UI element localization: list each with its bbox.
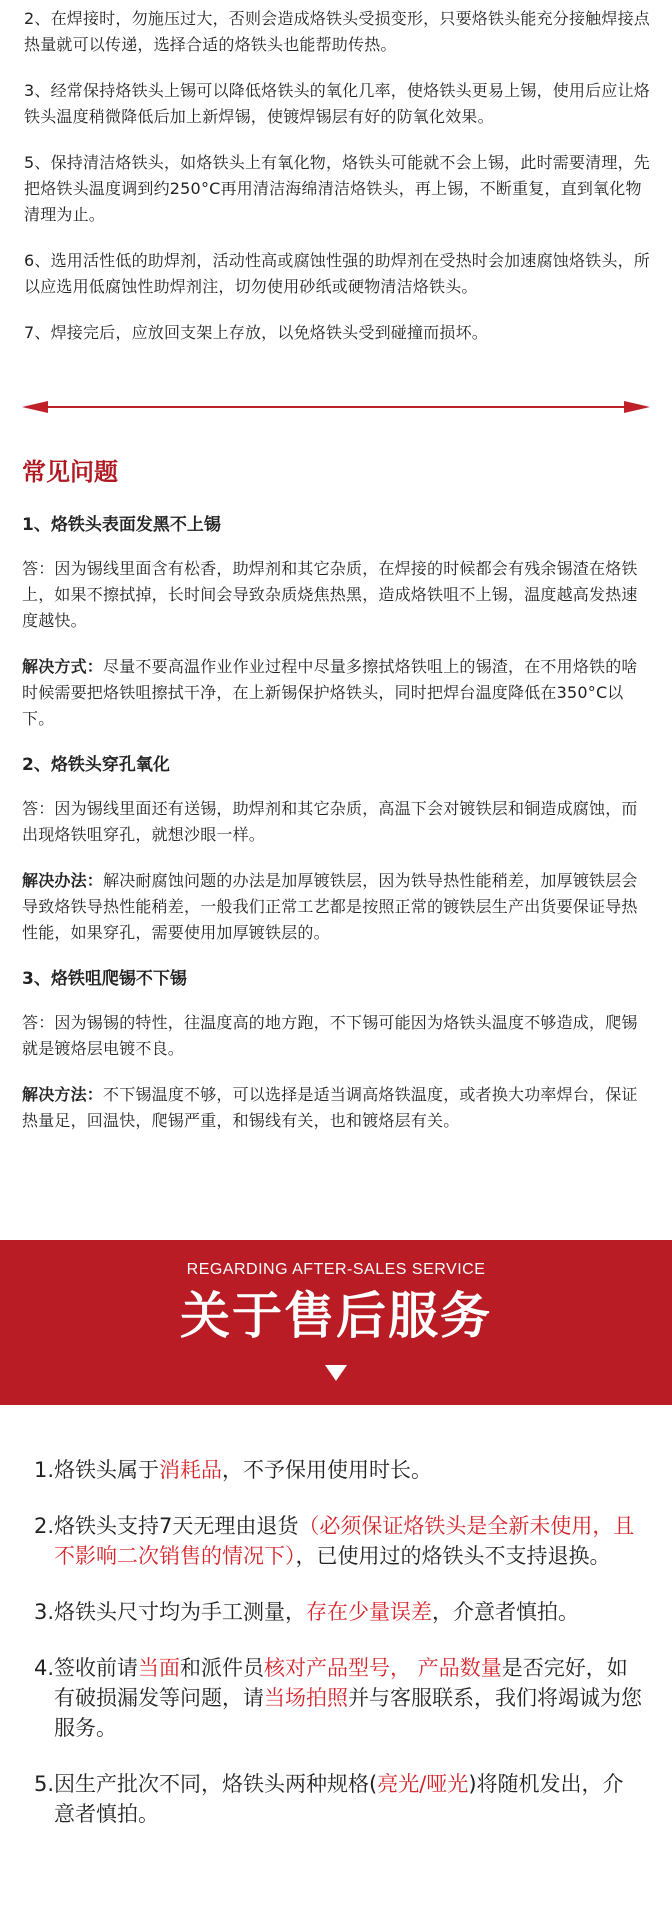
text-segment: 烙铁头属于 <box>54 1458 160 1482</box>
tip-paragraph: 3、经常保持烙铁头上锡可以降低烙铁头的氧化几率，使烙铁头更易上锡，使用后应让烙铁头温度稍微降低后加上新焊锡，使镀焊锡层有好的防氧化效果。 <box>24 81 650 126</box>
faq-answer: 答：因为锡线里面含有松香，助焊剂和其它杂质，在焊接的时候都会有残余锡渣在烙铁上，如果不擦拭掉，长时间会导致杂质烧焦热黑，造成烙铁咀不上锡，温度越高发热速度越快。 <box>22 559 638 630</box>
service-item <box>34 1455 644 1485</box>
after-sales-banner <box>0 1240 672 1405</box>
solution-label: 解决方法： <box>22 1085 104 1104</box>
highlight-segment: 存在少量误差 <box>306 1600 433 1624</box>
faq-item <box>22 512 652 732</box>
service-item <box>34 1653 644 1743</box>
text-segment: 是否完好，如有破损漏发等问题，请 <box>54 1656 628 1710</box>
service-item <box>34 1511 644 1571</box>
banner-english-title: REGARDING AFTER-SALES SERVICE <box>186 1261 486 1278</box>
item-number: 1. <box>34 1458 55 1482</box>
solution-text: 不下锡温度不够，可以选择是适当调高烙铁温度，或者换大功率焊台，保证热量足，回温快，爬锡严重，和锡线有关，也和镀烙层有关。 <box>22 1085 638 1130</box>
faq-answer: 答：因为锡锡的特性，往温度高的地方跑，不下锡可能因为烙铁头温度不够造成，爬锡就是镀烙层电镀不良。 <box>22 1013 638 1058</box>
highlight-segment: 核对产品型号， 产品数量 <box>264 1656 502 1680</box>
text-segment: 烙铁头支持7天无理由退货 <box>54 1514 299 1538</box>
faq-solution <box>22 1082 652 1134</box>
item-number: 4. <box>34 1656 55 1680</box>
highlight-segment: 消耗品 <box>159 1458 223 1482</box>
highlight-segment: 亮光/哑光 <box>377 1772 469 1796</box>
text-segment: ，不予保用使用时长。 <box>222 1458 433 1482</box>
faq-question: 1、烙铁头表面发黑不上锡 <box>22 515 221 535</box>
maintenance-tips <box>24 6 652 366</box>
tip-paragraph: 7、焊接完后，应放回支架上存放，以免烙铁头受到碰撞而损坏。 <box>24 323 488 342</box>
item-text <box>54 1597 644 1627</box>
item-number: 5. <box>34 1772 55 1796</box>
highlight-segment: 当场拍照 <box>264 1686 349 1710</box>
highlight-segment: （必须保证烙铁头是全新未使用，且不影响二次销售的情况下） <box>54 1514 635 1568</box>
faq-question: 3、烙铁咀爬锡不下锡 <box>22 969 187 989</box>
text-segment: 签收前请 <box>54 1656 139 1680</box>
solution-label: 解决办法： <box>22 871 104 890</box>
down-arrow-icon <box>325 1365 347 1381</box>
solution-text: 解决耐腐蚀问题的办法是加厚镀铁层，因为铁导热性能稍差，加厚镀铁层会导致烙铁导热性能稍差，一般我们正常工艺都是按照正常的镀铁层生产出货要保证导热性能，如果穿孔，需要使用加厚镀铁层的。 <box>22 871 638 942</box>
text-segment: 烙铁头尺寸均为手工测量， <box>54 1600 307 1624</box>
tip-paragraph: 6、选用活性低的助焊剂，活动性高或腐蚀性强的助焊剂在受热时会加速腐蚀烙铁头，所以应选用低腐蚀性助焊剂注，切勿使用砂纸或硬物清洁烙铁头。 <box>24 251 650 296</box>
solution-label: 解决方式： <box>22 657 104 676</box>
item-text <box>54 1511 644 1571</box>
item-text <box>54 1653 644 1743</box>
faq-item <box>22 752 652 946</box>
faq-title: 常见问题 <box>22 458 118 486</box>
tip-paragraph: 5、保持清洁烙铁头，如烙铁头上有氧化物，烙铁头可能就不会上锡，此时需要清理，先把烙铁头温度调到约250°C再用清洁海绵清洁烙铁头，再上锡，不断重复，直到氧化物清理为止。 <box>24 153 650 224</box>
after-sales-list <box>34 1455 644 1855</box>
service-item <box>34 1597 644 1627</box>
faq-answer: 答：因为锡线里面还有送锡，助焊剂和其它杂质，高温下会对镀铁层和铜造成腐蚀，而出现烙铁咀穿孔，就想沙眼一样。 <box>22 799 638 844</box>
tip-paragraph: 2、在焊接时，勿施压过大，否则会造成烙铁头受损变形，只要烙铁头能充分接触焊接点热量就可以传递，选择合适的烙铁头也能帮助传热。 <box>24 9 650 54</box>
double-arrow-divider <box>22 400 650 414</box>
item-number: 3. <box>34 1600 55 1624</box>
text-segment: 并与客服联系，我们将竭诚为您服务。 <box>54 1686 643 1740</box>
item-text <box>54 1769 644 1829</box>
faq-solution <box>22 868 652 946</box>
solution-text: 尽量不要高温作业作业过程中尽量多擦拭烙铁咀上的锡渣，在不用烙铁的啥时候需要把烙铁咀擦拭干净，在上新锡保护烙铁头，同时把焊台温度降低在350°C以下。 <box>22 657 638 728</box>
service-item <box>34 1769 644 1829</box>
item-text <box>54 1455 644 1485</box>
item-number: 2. <box>34 1514 55 1538</box>
faq-question: 2、烙铁头穿孔氧化 <box>22 755 170 775</box>
banner-chinese-title: 关于售后服务 <box>180 1287 492 1345</box>
text-segment: ，介意者慎拍。 <box>432 1600 580 1624</box>
faq-item <box>22 966 652 1134</box>
faq-list <box>22 512 652 1154</box>
text-segment: )将随机发出，介意者慎拍。 <box>54 1772 624 1826</box>
text-segment: 和派件员 <box>180 1656 265 1680</box>
text-segment: 因生产批次不同，烙铁头两种规格( <box>54 1772 378 1796</box>
faq-solution <box>22 654 652 732</box>
highlight-segment: 当面 <box>138 1656 181 1680</box>
text-segment: ，已使用过的烙铁头不支持退换。 <box>295 1544 611 1568</box>
